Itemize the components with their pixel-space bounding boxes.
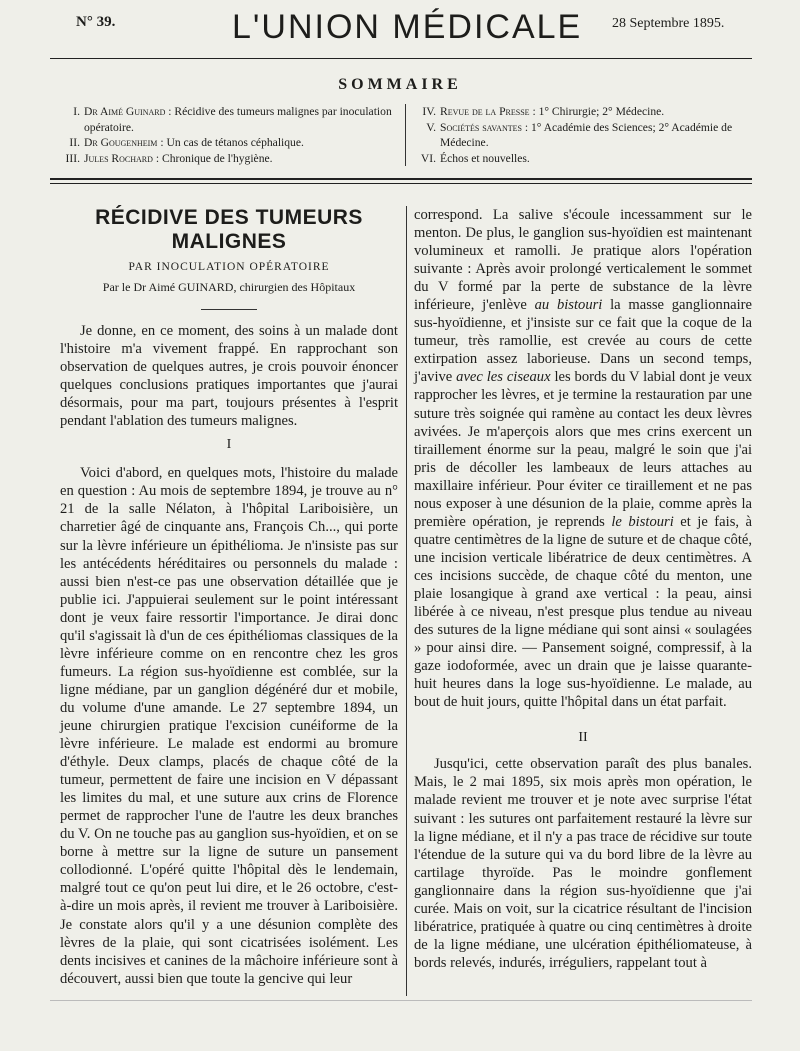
summary-divider: [405, 104, 406, 166]
summary-item-number: II.: [69, 136, 80, 149]
summary-heading: SOMMAIRE: [338, 76, 462, 93]
summary-item-number: IV.: [422, 105, 436, 118]
article-paragraph: Je donne, en ce moment, des soins à un malade dont l'histoire m'a vivement frappé. En rapprochant son observation de quelques autres, je crois pouvoir énoncer quelques conclusions pratiques importantes que j'aurai désormais, pour ma part, toujours présentes à l'esprit pendant l'ablation des tumeurs malignes.: [60, 323, 398, 430]
page-bottom-edge: [50, 1000, 752, 1001]
emphasis-text: le bistouri: [611, 513, 674, 530]
article-paragraph: Voici d'abord, en quelques mots, l'histoire du malade en question : Au mois de septembre 1894, je trouve au n° 21 de la salle Nélaton, à l'hôpital Lariboisière, un charretier âgé de cinquante ans, François Ch..., qui porte sur la lèvre inférieure un épithélioma. Je n'insiste pas sur les antécédents héréditaires ou personnels du malade : aussi bien n'est-ce pas une observation détaillée que je publie ici. J'appuierai seulement sur le point intéressant dont je veux faire ressortir l'importance. Je dirai donc qu'il s'agissait là d'un de ces épithéliomas classiques de la lèvre inférieure comme on en rencontre chez les gros fumeurs. La région sus-hyoïdienne est comblée, sur la ligne médiane, par un ganglion dégénéré dur et mobile, du volume d'une amande. Le 27 septembre 1894, un jeune chirurgien pratique l'excision cunéiforme de la lèvre inférieure. Le malade est endormi au bromure d'éthyle. Deux clamps, placés de chaque côté de la tumeur, permettent de faire une incision en V dépassant les limites du mal, et une suture aux crins de Florence permet de rapprocher l'une de l'autre les deux branches du V. On ne touche pas au ganglion sus-hyoïdien, et on se borne à mettre sur la ligne de suture un pansement collodionné. L'opéré quitte l'hôpital dès le lendemain, malgré tout ce qu'on peut lui dire, et le 26 octobre, c'est-à-dire un mois après, il revient me trouver à Lariboisière. Je constate alors qu'il y a une désunion complète des lèvres de la plaie, qui sont cicatrisées isolément. Les dents incisives et canines de la mâchoire inférieure sont à découvert, aussi bien que toute la gencive qui leur: [60, 465, 398, 987]
masthead-rule: [50, 58, 752, 59]
summary-rule-top: [50, 178, 752, 180]
summary-item: [58, 135, 396, 151]
summary-item-text: : Un cas de tétanos céphalique.: [157, 136, 304, 149]
article-paragraph: Jusqu'ici, cette observation paraît des plus banales. Mais, le 2 mai 1895, six mois après mon opération, le malade revient me trouver et je note avec surprise l'état suivant : les sutures ont parfaitement restauré la lèvre sur la ligne médiane, et il n'y a pas trace de récidive sur toute l'étendue de la suture qui va du bord libre de la lèvre au cartilage thyroïde. Pas le moindre gonflement ganglionnaire dans la région sus-hyoïdienne que j'ai curée. Mais on voit, sur la cicatrice résultant de l'incision libératrice, pratiquée à quatre ou cinq centimètres à droite de la ligne médiane, une ulcération épithéliomateuse, à bords relevés, indurés, irréguliers, rappelant tout à: [414, 756, 752, 971]
summary-item: [58, 151, 396, 167]
summary-item-text: : 1° Académie des Sciences; 2° Académie de Médecine.: [440, 120, 733, 149]
article-byline: Par le Dr Aimé GUINARD, chirurgien des Hôpitaux: [102, 280, 356, 294]
article-right-column: [414, 206, 752, 972]
summary-item: [58, 104, 396, 135]
journal-title: L'UNION MÉDICALE: [232, 8, 583, 46]
article-paragraph: [414, 206, 752, 711]
article-rule: [201, 309, 257, 310]
summary-item-text: : 1° Chirurgie; 2° Médecine.: [529, 105, 665, 118]
summary-item-author: Revue de la Presse: [440, 105, 530, 118]
summary-item-text: : Chronique de l'hygiène.: [152, 151, 273, 165]
article-subtitle: PAR INOCULATION OPÉRATOIRE: [128, 261, 330, 273]
summary-item-text: Échos et nouvelles.: [440, 151, 530, 165]
summary-item: [414, 120, 764, 151]
summary-item-text: : Récidive des tumeurs malignes par inoculation opératoire.: [84, 105, 392, 134]
emphasis-text: au bistouri: [534, 297, 603, 314]
issue-number: N° 39.: [76, 14, 116, 30]
emphasis-text: avec les ciseaux: [456, 369, 551, 386]
masthead: [0, 8, 800, 48]
summary-rule-bottom: [50, 183, 752, 184]
summary-item-number: III.: [65, 151, 80, 165]
summary-item: [414, 104, 764, 120]
summary-item-number: I.: [73, 105, 80, 118]
summary-item-author: Jules Rochard: [84, 151, 153, 165]
column-divider: [406, 206, 407, 996]
article-title: RÉCIDIVE DES TUMEURS MALIGNES: [95, 206, 363, 253]
paragraph-text: correspond. La salive s'écoule incessamment sur le menton. De plus, le ganglion sus-hyoïdien est maintenant volumineux et ramolli. Je pratique alors l'opération suivante : Après avoir prolongé verticalement le sommet du V formé par la perte de substance de la lèvre inférieure, j'enlève: [414, 207, 752, 314]
summary-left-column: [58, 104, 396, 166]
article-left-column: [60, 206, 398, 988]
summary-right-column: [414, 104, 764, 166]
summary-item-author: Dr Gougenheim: [84, 136, 158, 149]
summary-item-number: VI.: [420, 151, 436, 165]
issue-date: 28 Septembre 1895.: [612, 16, 725, 31]
summary-item-number: V.: [426, 120, 436, 134]
paragraph-text: la masse ganglionnaire sus-hyoïdienne, et j'insiste sur ce fait que la coque de la tumeur, très ramollie, est crevée au cours de cette extirpation assez laborieuse. Dans un second temps, j'avive: [414, 297, 752, 386]
summary-item-author: Sociétés savantes: [440, 120, 522, 134]
summary-item-author: Dr Aimé Guinard: [84, 105, 166, 118]
summary-item: [414, 151, 764, 167]
section-number: II: [578, 730, 588, 746]
paragraph-text: et je fais, à quatre centimètres de la ligne de suture et de chaque côté, une incision verticale libératrice de deux centimètres. A ces incisions succède, de chaque côté du menton, une plaie losangique à grand axe vertical : la peau, ainsi libérée à ce niveau, n'est presque plus tendue au niveau des sutures de la ligne médiane qui sont ainsi « soulagées » pour ainsi dire. — Pansement soigné, compressif, à la gaze iodoformée, avec un drain que je laisse quarante-huit heures dans la loge sus-hyoïdienne. Le malade, au bout de huit jours, quitte l'hôpital dans un état parfait.: [414, 513, 752, 711]
paragraph-text: les bords du V labial dont je veux rapprocher les lèvres, et je termine la restauration par une suture très soignée qui ramène au contact les deux lèvres avivées. Je m'aperçois alors que mes crins exercent un tiraillement énorme sur la peau, malgré le soin que j'ai pris de décoller les lambeaux de leurs attaches au maxillaire inférieur. Pour éviter ce tiraillement et ne pas nous exposer à une désunion de la plaie, comme après la première opération, je reprends: [414, 369, 753, 530]
section-number: I: [226, 437, 232, 453]
